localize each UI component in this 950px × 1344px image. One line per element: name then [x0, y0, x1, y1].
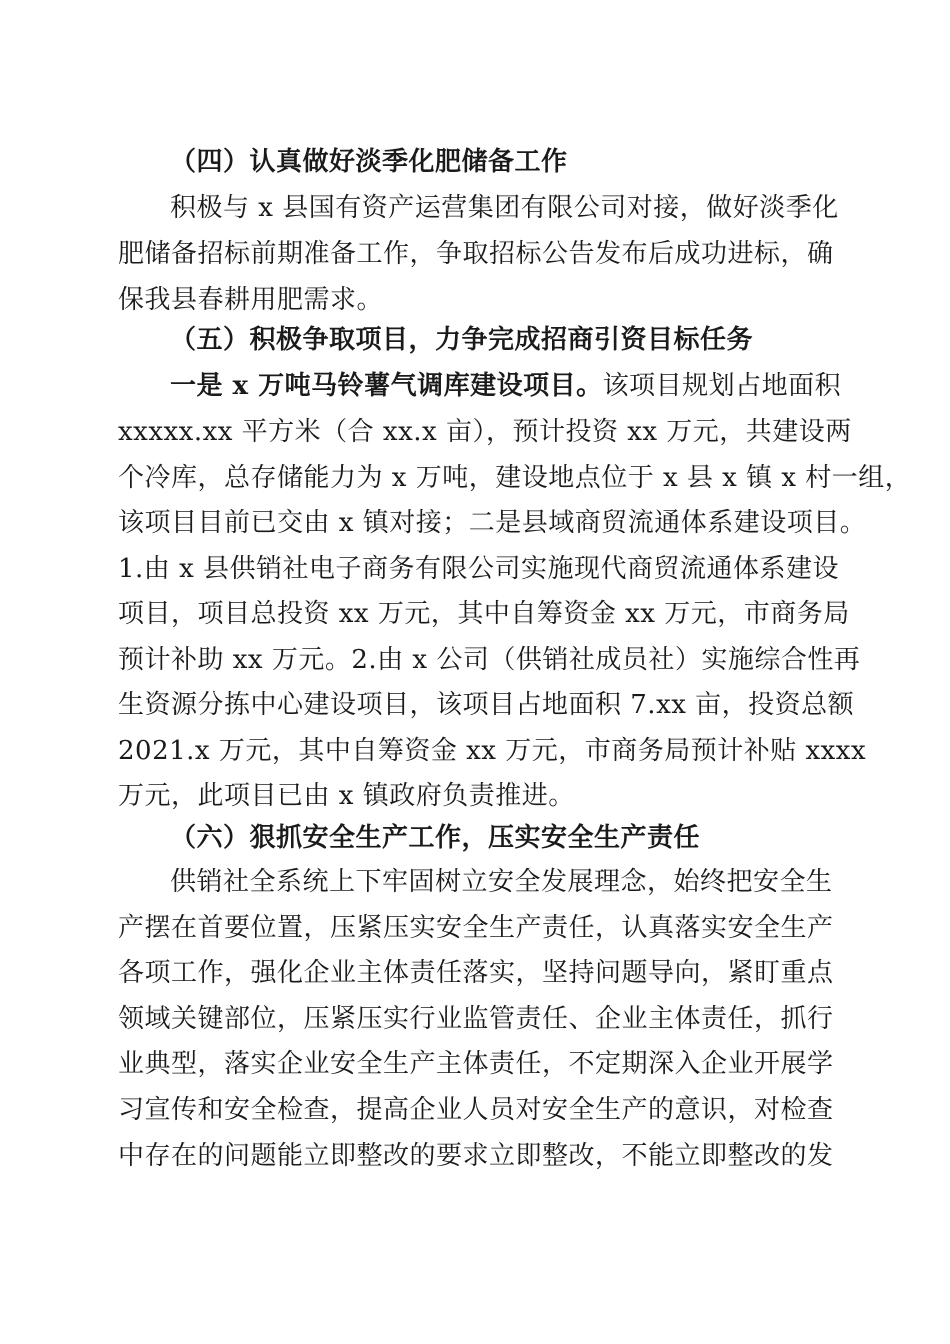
section-5-line-5: 项目，项目总投资 xx 万元，其中自筹资金 xx 万元，市商务局 [118, 599, 850, 629]
section-5-lead-tail: 该项目规划占地面积 [602, 371, 842, 401]
section-5-line-6: 预计补助 xx 万元。2.由 x 公司（供销社成员社）实施综合性再 [118, 645, 861, 675]
section-5-line-1: xxxxx.xx 平方米（合 xx.x 亩），预计投资 xx 万元，共建设两 [118, 417, 852, 447]
section-4-line-1: 积极与 x 县国有资产运营集团有限公司对接，做好淡季化 [170, 193, 839, 223]
section-4-line-3: 保我县春耕用肥需求。 [118, 285, 384, 315]
section-6-line-6: 习宣传和安全检查，提高企业人员对安全生产的意识，对检查 [118, 1095, 834, 1125]
section-6-line-7: 中存在的问题能立即整改的要求立即整改，不能立即整改的发 [118, 1141, 834, 1171]
section-5-lead: 一是 x 万吨马铃薯气调库建设项目。 [170, 371, 603, 401]
section-5-line-3: 该项目目前已交由 x 镇对接；二是县域商贸流通体系建设项目。 [118, 508, 867, 538]
section-6-line-2: 产摆在首要位置，压紧压实安全生产责任，认真落实安全生产 [118, 913, 834, 943]
section-5-heading: （五）积极争取项目，力争完成招商引资目标任务 [170, 325, 754, 355]
section-5-lead-line [170, 366, 842, 406]
section-5-line-9: 万元，此项目已由 x 镇政府负责推进。 [118, 781, 575, 811]
section-6-heading: （六）狠抓安全生产工作，压实安全生产责任 [170, 823, 701, 853]
section-5-line-4: 1.由 x 县供销社电子商务有限公司实施现代商贸流通体系建设 [118, 554, 839, 584]
section-5-line-8: 2021.x 万元，其中自筹资金 xx 万元，市商务局预计补贴 xxxx [118, 736, 867, 766]
section-5-line-2: 个冷库，总存储能力为 x 万吨，建设地点位于 x 县 x 镇 x 村一组， [118, 463, 912, 493]
section-6-line-1: 供销社全系统上下牢固树立安全发展理念，始终把安全生 [170, 867, 833, 897]
section-6-line-5: 业典型，落实企业安全生产主体责任，不定期深入企业开展学 [118, 1049, 834, 1079]
section-6-line-3: 各项工作，强化企业主体责任落实，坚持问题导向，紧盯重点 [118, 958, 834, 988]
section-4-heading: （四）认真做好淡季化肥储备工作 [170, 147, 568, 177]
section-6-line-4: 领域关键部位，压紧压实行业监管责任、企业主体责任，抓行 [118, 1004, 834, 1034]
section-5-line-7: 生资源分拣中心建设项目，该项目占地面积 7.xx 亩，投资总额 [118, 690, 855, 720]
section-4-line-2: 肥储备招标前期准备工作，争取招标公告发布后成功进标，确 [118, 239, 834, 269]
